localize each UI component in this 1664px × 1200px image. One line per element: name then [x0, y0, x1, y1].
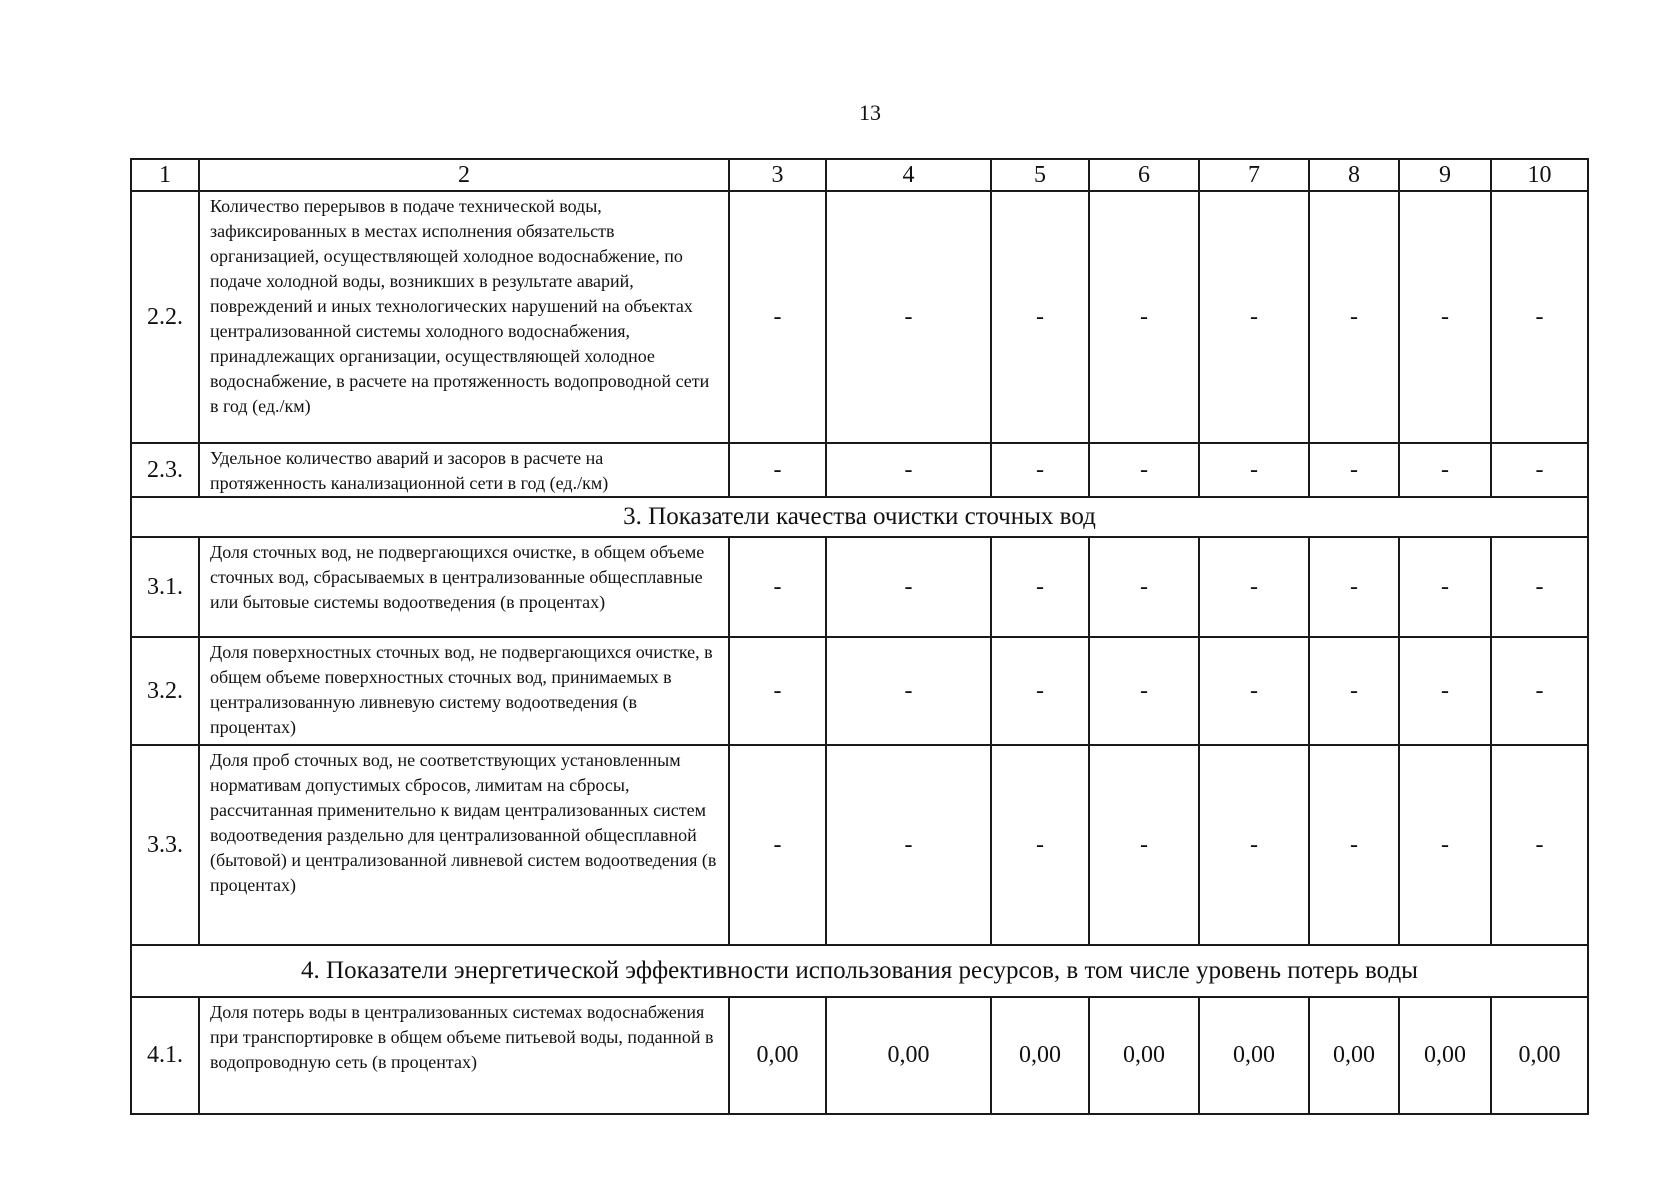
- value-cell: 0,00: [826, 997, 991, 1114]
- value-cell: -: [1399, 537, 1491, 637]
- value-cell: -: [1199, 745, 1309, 945]
- value-cell: -: [991, 443, 1089, 497]
- value-cell: -: [1089, 191, 1199, 443]
- value-cell: -: [1399, 637, 1491, 745]
- value-cell: 0,00: [1309, 997, 1399, 1114]
- value-cell: -: [1309, 637, 1399, 745]
- indicator-description: Доля проб сточных вод, не соответствующих установленным нормативам допустимых сбросов, лимитам на сбросы, рассчитанная применительно к видам централизованных систем водоотведения раздельно для централизованной общесплавной (бытовой) и централизованной ливневой систем водоотведения (в процентах): [199, 745, 729, 945]
- row-number: 3.2.: [131, 637, 199, 745]
- value-cell: -: [1491, 745, 1588, 945]
- column-header: 10: [1491, 159, 1588, 191]
- row-number: 4.1.: [131, 997, 199, 1114]
- value-cell: 0,00: [1491, 997, 1588, 1114]
- indicator-description: Удельное количество аварий и засоров в расчете на протяженность канализационной сети в год (ед./км): [199, 443, 729, 497]
- indicators-table: [130, 158, 1589, 1115]
- column-header: 9: [1399, 159, 1491, 191]
- indicator-description: Доля потерь воды в централизованных системах водоснабжения при транспортировке в общем объеме питьевой воды, поданной в водопроводную сеть (в процентах): [199, 997, 729, 1114]
- value-cell: 0,00: [1399, 997, 1491, 1114]
- value-cell: -: [1399, 443, 1491, 497]
- value-cell: -: [991, 745, 1089, 945]
- value-cell: -: [729, 191, 826, 443]
- value-cell: -: [1491, 537, 1588, 637]
- value-cell: -: [729, 637, 826, 745]
- value-cell: -: [1491, 191, 1588, 443]
- column-header: 6: [1089, 159, 1199, 191]
- value-cell: -: [729, 537, 826, 637]
- value-cell: 0,00: [1089, 997, 1199, 1114]
- value-cell: -: [1199, 191, 1309, 443]
- table-row: [131, 443, 1588, 497]
- section-title: 4. Показатели энергетической эффективности использования ресурсов, в том числе уровень потерь воды: [131, 945, 1588, 997]
- value-cell: -: [1309, 745, 1399, 945]
- value-cell: -: [729, 443, 826, 497]
- value-cell: -: [826, 745, 991, 945]
- value-cell: -: [1199, 637, 1309, 745]
- indicator-description: Доля поверхностных сточных вод, не подвергающихся очистке, в общем объеме поверхностных сточных вод, принимаемых в централизованную ливневую систему водоотведения (в процентах): [199, 637, 729, 745]
- section-heading-row: [131, 497, 1588, 537]
- value-cell: 0,00: [729, 997, 826, 1114]
- table-row: [131, 637, 1588, 745]
- section-title: 3. Показатели качества очистки сточных вод: [131, 497, 1588, 537]
- value-cell: -: [826, 191, 991, 443]
- value-cell: -: [1089, 537, 1199, 637]
- column-header: 2: [199, 159, 729, 191]
- value-cell: -: [991, 637, 1089, 745]
- column-header: 8: [1309, 159, 1399, 191]
- row-number: 3.3.: [131, 745, 199, 945]
- table-row: [131, 191, 1588, 443]
- table-row: [131, 745, 1588, 945]
- row-number: 2.2.: [131, 191, 199, 443]
- column-header: 5: [991, 159, 1089, 191]
- section-heading-row: [131, 945, 1588, 997]
- value-cell: -: [1199, 443, 1309, 497]
- value-cell: -: [1399, 745, 1491, 945]
- value-cell: -: [1089, 745, 1199, 945]
- value-cell: -: [1399, 191, 1491, 443]
- row-number: 3.1.: [131, 537, 199, 637]
- value-cell: -: [826, 637, 991, 745]
- value-cell: -: [1199, 537, 1309, 637]
- row-number: 2.3.: [131, 443, 199, 497]
- indicator-description: Количество перерывов в подаче технической воды, зафиксированных в местах исполнения обязательств организацией, осуществляющей холодное водоснабжение, по подаче холодной воды, возникших в результате аварий, повреждений и иных технологических нарушений на объектах централизованной системы холодного водоснабжения, принадлежащих организации, осуществляющей холодное водоснабжение, в расчете на протяженность водопроводной сети в год (ед./км): [199, 191, 729, 443]
- column-header: 7: [1199, 159, 1309, 191]
- page-number: 13: [859, 100, 881, 125]
- value-cell: -: [1309, 191, 1399, 443]
- column-header: 4: [826, 159, 991, 191]
- value-cell: -: [1089, 443, 1199, 497]
- value-cell: 0,00: [991, 997, 1089, 1114]
- value-cell: -: [1309, 443, 1399, 497]
- table-row: [131, 997, 1588, 1114]
- value-cell: -: [1491, 637, 1588, 745]
- value-cell: 0,00: [1199, 997, 1309, 1114]
- indicator-description: Доля сточных вод, не подвергающихся очистке, в общем объеме сточных вод, сбрасываемых в централизованные общесплавные или бытовые системы водоотведения (в процентах): [199, 537, 729, 637]
- table-row: [131, 537, 1588, 637]
- value-cell: -: [826, 537, 991, 637]
- value-cell: -: [729, 745, 826, 945]
- table-header-row: [131, 159, 1588, 191]
- value-cell: -: [1309, 537, 1399, 637]
- value-cell: -: [991, 191, 1089, 443]
- column-header: 1: [131, 159, 199, 191]
- value-cell: -: [991, 537, 1089, 637]
- value-cell: -: [826, 443, 991, 497]
- column-header: 3: [729, 159, 826, 191]
- value-cell: -: [1491, 443, 1588, 497]
- value-cell: -: [1089, 637, 1199, 745]
